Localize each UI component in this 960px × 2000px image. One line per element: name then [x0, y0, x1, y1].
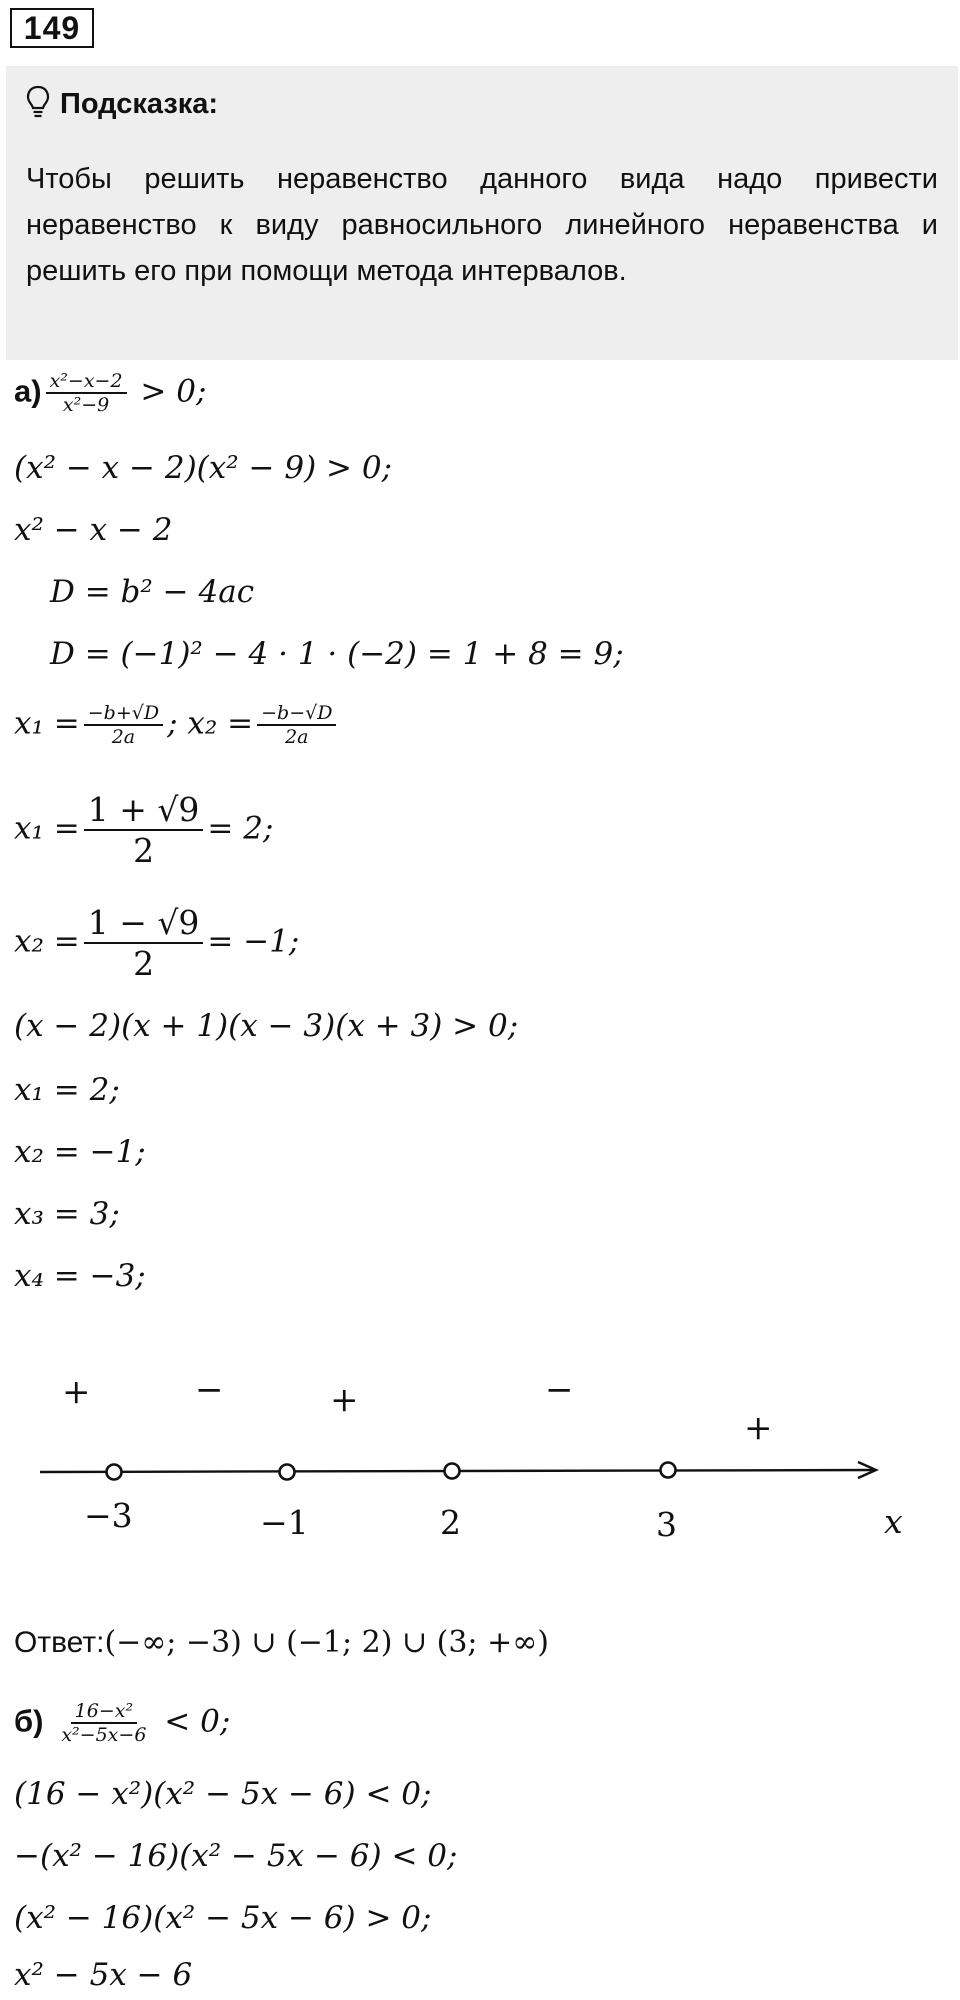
fraction-numerator: x²−x−2	[46, 370, 127, 394]
fraction-numerator: 1 − √9	[84, 903, 204, 944]
root-line-1: x₁ = 2;	[14, 1072, 120, 1108]
root-line-4: x₄ = −3;	[14, 1258, 146, 1294]
exercise-number: 149	[10, 8, 94, 48]
root-formula-x2-lhs: ; x₂ =	[167, 705, 254, 742]
interval-sign: −	[195, 1370, 224, 1410]
fraction-denominator: 2	[133, 831, 155, 870]
root-formula-fraction-1	[84, 702, 163, 748]
fraction-denominator: 2a	[285, 726, 309, 748]
part-b-line-1: (16 − x²)(x² − 5x − 6) < 0;	[14, 1776, 432, 1812]
fraction-tail: > 0;	[140, 373, 207, 410]
part-a-inequality	[14, 370, 206, 416]
hint-box	[6, 66, 958, 360]
part-a-label: а)	[14, 373, 42, 409]
point-open	[445, 1464, 460, 1479]
fraction-tail: < 0;	[164, 1703, 231, 1740]
hint-header	[26, 76, 938, 132]
x2-rhs: = −1;	[207, 923, 300, 960]
tick-label: 3	[656, 1505, 677, 1544]
fraction-denominator: x²−9	[62, 394, 110, 416]
root-formula-x1-lhs: x₁ =	[14, 705, 80, 742]
x2-fraction	[84, 903, 204, 983]
hint-title: Подсказка:	[60, 87, 219, 120]
x1-computation	[14, 790, 273, 870]
fraction-numerator: −b−√D	[257, 702, 336, 726]
point-open	[661, 1463, 676, 1478]
root-line-2: x₂ = −1;	[14, 1134, 146, 1170]
part-a-fraction	[46, 370, 127, 416]
product-line: (x² − x − 2)(x² − 9) > 0;	[14, 450, 393, 486]
quadratic-line: x² − x − 2	[14, 512, 173, 548]
x1-rhs: = 2;	[207, 810, 274, 847]
tick-label: −3	[84, 1496, 133, 1535]
interval-sign: +	[62, 1372, 91, 1412]
root-line-3: x₃ = 3;	[14, 1196, 120, 1232]
point-open	[280, 1465, 295, 1480]
answer-prefix: Ответ:	[14, 1626, 105, 1659]
fraction-numerator: −b+√D	[84, 702, 163, 726]
tick-label: 2	[440, 1503, 461, 1542]
factored-line: (x − 2)(x + 1)(x − 3)(x + 3) > 0;	[14, 1008, 519, 1044]
part-b-label: б)	[14, 1703, 44, 1739]
interval-sign: +	[744, 1408, 773, 1448]
axis-label: x	[884, 1502, 903, 1541]
answer-line	[14, 1625, 549, 1660]
fraction-denominator: x²−5x−6	[61, 1724, 147, 1746]
tick-label: −1	[260, 1503, 309, 1542]
fraction-denominator: 2	[133, 944, 155, 983]
part-b-line-4: x² − 5x − 6	[14, 1957, 193, 1993]
fraction-numerator: 16−x²	[71, 1700, 137, 1724]
answer-value: (−∞; −3) ∪ (−1; 2) ∪ (3; +∞)	[104, 1625, 549, 1660]
part-b-line-2: −(x² − 16)(x² − 5x − 6) < 0;	[14, 1838, 458, 1874]
discriminant-value: D = (−1)² − 4 · 1 · (−2) = 1 + 8 = 9;	[50, 636, 624, 672]
x1-fraction	[84, 790, 204, 870]
lightbulb-icon	[26, 85, 50, 124]
x1-lhs: x₁ =	[14, 810, 80, 847]
discriminant-formula: D = b² − 4ac	[50, 574, 255, 610]
interval-sign: +	[330, 1380, 359, 1420]
x2-lhs: x₂ =	[14, 923, 80, 960]
interval-sign: −	[545, 1370, 574, 1410]
part-b-inequality	[14, 1700, 230, 1746]
x2-computation	[14, 903, 299, 983]
root-formulas	[14, 702, 340, 748]
hint-text: Чтобы решить неравенство данного вида надо привести неравенство к виду равносильного линейного неравенства и решить его при помощи метода интервалов.	[26, 163, 938, 287]
part-b-line-3: (x² − 16)(x² − 5x − 6) > 0;	[14, 1900, 432, 1936]
part-b-fraction	[57, 1700, 150, 1746]
number-line	[0, 1420, 960, 1500]
point-open	[107, 1465, 122, 1480]
root-formula-fraction-2	[257, 702, 336, 748]
fraction-denominator: 2a	[111, 726, 136, 748]
fraction-numerator: 1 + √9	[84, 790, 204, 831]
